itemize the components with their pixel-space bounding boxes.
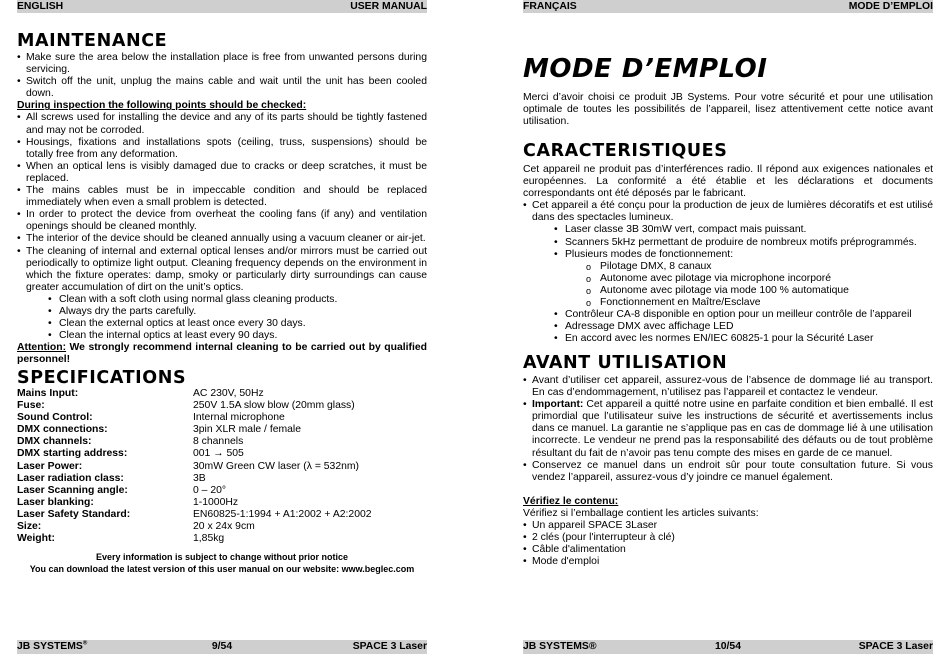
verify-intro: Vérifiez si l’emballage contient les articles suivants: [523,507,759,519]
list-item: o Fonctionnement en Maître/Esclave [584,297,933,309]
list-item: • When an optical lens is visibly damaged due to cracks or deep scratches, it must be replaced. [17,161,427,185]
footer-brand: JB SYSTEMS® [523,641,597,652]
maintenance-list-2 [17,112,427,293]
spec-row [17,533,372,545]
notice [17,551,427,575]
specifications-section [17,368,427,545]
spec-row [17,424,372,436]
list-item: • Switch off the unit, unplug the mains cable and wait until the unit has been cooled down. [17,76,427,100]
list-item: • Câble d'alimentation [523,544,933,556]
spec-label: Weight: [17,533,55,545]
intro-paragraph: Merci d’avoir choisi ce produit JB Systems. Pour votre sécurité et pour une utilisation optimale de toutes les possibilités de l’appareil, lisez attentivement cette notice avant utilisation. [523,92,933,128]
spec-row [17,436,372,448]
maintenance-section [17,31,427,366]
list-item: o Autonome avec pilotage via microphone incorporé [584,273,933,285]
spec-row [17,473,372,485]
modes-list [523,261,933,309]
list-item: • The interior of the device should be cleaned annually using a vacuum cleaner or air-jet. [17,233,427,245]
spec-value: 0 – 20° [193,484,227,496]
list-item: • Make sure the area below the installation place is free from unwanted persons during servicing. [17,52,427,76]
important-label: Important: [532,399,584,411]
footer-brand-text: JB SYSTEMS [17,641,83,652]
spec-row [17,400,372,412]
before-use-heading: AVANT UTILISATION [523,353,728,373]
characteristics-heading: CARACTERISTIQUES [523,141,728,161]
spec-label: Laser Power: [17,460,83,472]
specifications-table [17,388,372,545]
before-use-list [523,375,933,484]
notice-line-2: You can download the latest version of this user manual on our website: www.beglec.com [29,564,415,574]
characteristics-section [523,141,933,345]
footer-product: SPACE 3 Laser [858,641,933,652]
spec-label: DMX channels: [17,436,92,448]
list-item: • Always dry the parts carefully. [48,306,427,318]
list-item [523,399,933,459]
spec-label: Laser blanking: [17,496,94,508]
spec-row [17,388,372,400]
spec-value: 20 x 24x 9cm [193,521,255,533]
list-item: • 2 clés (pour l'interrupteur à clé) [523,532,933,544]
spec-value: 001 → 505 [193,448,244,460]
specifications-heading: SPECIFICATIONS [17,368,187,388]
spec-row [17,497,372,509]
intro-block [523,92,933,128]
spec-value: 30mW Green CW laser (λ = 532nm) [193,460,360,472]
list-item: o Pilotage DMX, 8 canaux [584,261,933,273]
page-header [523,0,933,13]
spec-label: DMX starting address: [17,448,128,460]
list-item: • The mains cables must be in impeccable condition and should be replaced immediately when even a small problem is detected. [17,185,427,209]
page-footer [523,640,933,654]
right-page [523,0,933,654]
title-block [523,54,933,84]
list-item: • Scanners 5kHz permettant de produire de nombreux motifs préprogrammés. [554,237,933,249]
notice-line-1: Every information is subject to change without prior notice [95,552,349,562]
maintenance-heading: MAINTENANCE [17,31,168,51]
spec-value: AC 230V, 50Hz [193,388,264,399]
list-item: • Avant d’utiliser cet appareil, assurez-vous de l’absence de dommage lié au transport. En cas d’endommagement, n’utilisez pas l’appareil et contactez le vendeur. [523,375,933,399]
footer-brand [17,640,87,654]
page-footer [17,640,427,654]
list-item: • All screws used for installing the device and any of its parts should be tightly fastened and may not be corroded. [17,112,427,136]
spec-label: DMX connections: [17,424,108,436]
list-item: • En accord avec les normes EN/IEC 60825-1 pour la Sécurité Laser [554,333,933,345]
page-header [17,0,427,13]
list-item: • Un appareil SPACE 3Laser [523,520,933,532]
characteristics-intro: Cet appareil ne produit pas d’interférences radio. Il répond aux exigences nationales et européennes. La conformité a été établie et les déclarations et documents correspondants ont été déposés par le fabricant. [523,164,933,200]
important-text: Cet appareil a quitté notre usine en parfaite condition et bien emballé. Il est primordial que l’utilisateur suive les instructions de sécurité et avertissements inclus dans ce manuel. La garantie ne s’applique pas en cas de dommage lié à une utilisation incorrecte. Le vendeur ne prend pas la responsabilité des défauts ou de tout problème résultant du fait de n’avoir pas tenu compte des mises en garde de ce manuel. [532,399,933,459]
spec-label: Laser Safety Standard: [17,508,131,520]
footer-product: SPACE 3 Laser [352,641,427,652]
registered-mark: ® [82,640,88,647]
list-item: • Clean with a soft cloth using normal glass cleaning products. [48,294,427,306]
spec-value: 1-1000Hz [193,496,239,508]
verify-heading: Vérifiez le contenu: [523,495,619,507]
footer-page-number: 10/54 [714,641,741,652]
characteristics-list [523,200,933,224]
maintenance-list-1 [17,52,427,100]
features-list [523,224,933,260]
spec-value: 8 channels [193,436,244,448]
list-item: • Plusieurs modes de fonctionnement: [554,249,933,261]
spec-row [17,509,372,521]
spec-value: 1,85kg [193,533,225,545]
spec-value: Internal microphone [193,412,285,424]
attention-note [17,342,427,366]
header-title: MODE D’EMPLOI [848,1,933,12]
attention-text: We strongly recommend internal cleaning to be carried out by qualified personnel! [17,342,427,366]
document-title: MODE D’EMPLOI [523,54,768,84]
header-title: USER MANUAL [350,1,427,12]
list-item: • In order to protect the device from overheat the cooling fans (if any) and ventilation openings should be cleaned monthly. [17,209,427,233]
list-item: • Adressage DMX avec affichage LED [554,321,933,333]
spec-label: Mains Input: [17,388,79,399]
spec-label: Laser Scanning angle: [17,484,128,496]
spec-row [17,448,372,460]
list-item: • Housings, fixations and installations spots (ceiling, truss, suspensions) should be totally free from any deformation. [17,137,427,161]
list-item: • Mode d'emploi [523,556,933,568]
list-item: o Autonome avec pilotage via mode 100 % automatique [584,285,933,297]
left-page [17,0,427,654]
list-item: • Laser classe 3B 30mW vert, compact mais puissant. [554,224,933,236]
header-language: FRANÇAIS [523,1,577,12]
before-use-section [523,353,933,568]
list-item: • The cleaning of internal and external optical lenses and/or mirrors must be carried out periodically to optimize light output. Cleaning frequency depends on the environment in which the fixture operates: damp, smoky or particularly dirty surroundings can cause greater accumulation of dirt on the unit’s optics. [17,246,427,294]
attention-label: Attention: [17,342,67,354]
list-item: • Conservez ce manuel dans un endroit sûr pour toute consultation future. Si vous vendez l’appareil, assurez-vous d’y joindre ce manuel également. [523,460,933,484]
list-item: • Contrôleur CA-8 disponible en option pour un meilleur contrôle de l’appareil [554,309,933,321]
spec-label: Fuse: [17,400,45,412]
spec-row [17,412,372,424]
features-list-2 [523,309,933,345]
footer-page-number: 9/54 [211,641,233,652]
spec-value: 3pin XLR male / female [193,424,302,436]
list-item: • Clean the external optics at least once every 30 days. [48,318,427,330]
spec-value: EN60825-1:1994 + A1:2002 + A2:2002 [193,508,372,520]
list-item: • Cet appareil a été conçu pour la production de jeux de lumières décoratifs et est utilisé dans des spectacles lumineux. [523,200,933,224]
spec-value: 3B [193,472,206,484]
spec-row [17,485,372,497]
header-language: ENGLISH [17,1,64,12]
spec-label: Laser radiation class: [17,472,124,484]
spec-label: Size: [17,521,42,533]
spec-row [17,521,372,533]
contents-list [523,520,933,568]
spec-value: 250V 1.5A slow blow (20mm glass) [193,400,355,412]
list-item: • Clean the internal optics at least every 90 days. [48,330,427,342]
spec-label: Sound Control: [17,412,93,424]
spec-row [17,461,372,473]
inspection-heading: During inspection the following points should be checked: [17,100,307,112]
cleaning-list [17,294,427,342]
